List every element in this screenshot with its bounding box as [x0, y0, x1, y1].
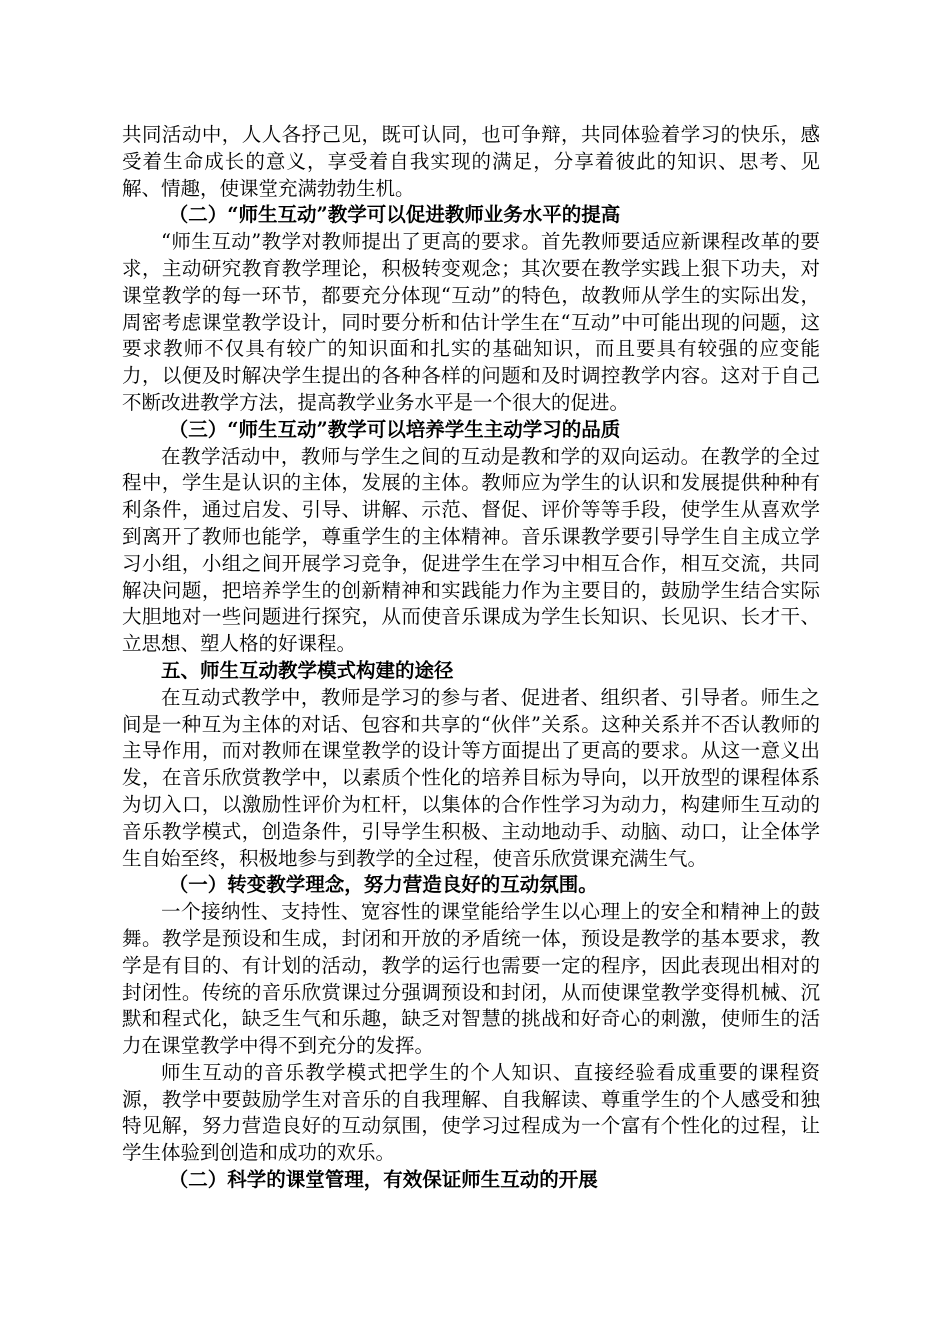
body-paragraph: 在互动式教学中，教师是学习的参与者、促进者、组织者、引导者。师生之间是一种互为主体的对话、包容和共享的“伙伴”关系。这种关系并不否认教师的主导作用，而对教师在课堂教学的设计等方面提出了更高的要求。从这一意义出发，在音乐欣赏教学中，以素质个性化的培养目标为导向，以开放型的课程体系为切入口，以激励性评价为杠杆，以集体的合作性学习为动力，构建师生互动的音乐教学模式，创造条件，引导学生积极、主动地动手、动脑、动口，让全体学生自始至终，积极地参与到教学的全过程，使音乐欣赏课充满生气。 — [122, 685, 820, 870]
document-body — [122, 122, 820, 1194]
body-paragraph: 在教学活动中，教师与学生之间的互动是教和学的双向运动。在教学的全过程中，学生是认识的主体，发展的主体。教师应为学生的认识和发展提供种种有利条件，通过启发、引导、讲解、示范、督促、评价等等手段，使学生从喜欢学到离开了教师也能学，尊重学生的主体精神。音乐课教学要引导学生自主成立学习小组，小组之间开展学习竞争，促进学生在学习中相互合作，相互交流，共同解决问题，把培养学生的创新精神和实践能力作为主要目的，鼓励学生结合实际大胆地对一些问题进行探究，从而使音乐课成为学生长知识、长见识、长才干、立思想、塑人格的好课程。 — [122, 444, 820, 656]
body-paragraph: “师生互动”教学对教师提出了更高的要求。首先教师要适应新课程改革的要求，主动研究教育教学理论，积极转变观念；其次要在教学实践上狠下功夫，对课堂教学的每一环节，都要充分体现“互动”的特色，故教师从学生的实际出发，周密考虑课堂教学设计，同时要分析和估计学生在“互动”中可能出现的问题，这要求教师不仅具有较广的知识面和扎实的基础知识，而且要具有较强的应变能力，以便及时解决学生提出的各种各样的问题和及时调控教学内容。这对于自己不断改进教学方法，提高教学业务水平是一个很大的促进。 — [122, 230, 820, 414]
section-subheading: （二）科学的课堂管理，有效保证师生互动的开展 — [168, 1168, 598, 1192]
section-subheading: （二）“师生互动”教学可以促进教师业务水平的提高 — [168, 203, 621, 227]
body-paragraph: 一个接纳性、支持性、宽容性的课堂能给学生以心理上的安全和精神上的鼓舞。教学是预设和生成，封闭和开放的矛盾统一体，预设是教学的基本要求，教学是有目的、有计划的活动，教学的运行也需要一定的程序，因此表现出相对的封闭性。传统的音乐欣赏课过分强调预设和封闭，从而使课堂教学变得机械、沉默和程式化，缺乏生气和乐趣，缺乏对智慧的挑战和好奇心的刺激，使师生的活力在课堂教学中得不到充分的发挥。 — [122, 900, 820, 1058]
body-paragraph: 共同活动中，人人各抒己见，既可认同，也可争辩，共同体验着学习的快乐，感受着生命成长的意义，享受着自我实现的满足，分享着彼此的知识、思考、见解、情趣，使课堂充满勃勃生机。 — [122, 123, 820, 200]
section-heading: 五、师生互动教学模式构建的途径 — [161, 658, 454, 682]
section-subheading: （三）“师生互动”教学可以培养学生主动学习的品质 — [168, 417, 621, 441]
section-subheading: （一）转变教学理念，努力营造良好的互动氛围。 — [168, 873, 598, 897]
body-paragraph: 师生互动的音乐教学模式把学生的个人知识、直接经验看成重要的课程资源，教学中要鼓励学生对音乐的自我理解、自我解读、尊重学生的个人感受和独特见解，努力营造良好的互动氛围，使学习过程成为一个富有个性化的过程，让学生体验到创造和成功的欢乐。 — [122, 1060, 820, 1165]
